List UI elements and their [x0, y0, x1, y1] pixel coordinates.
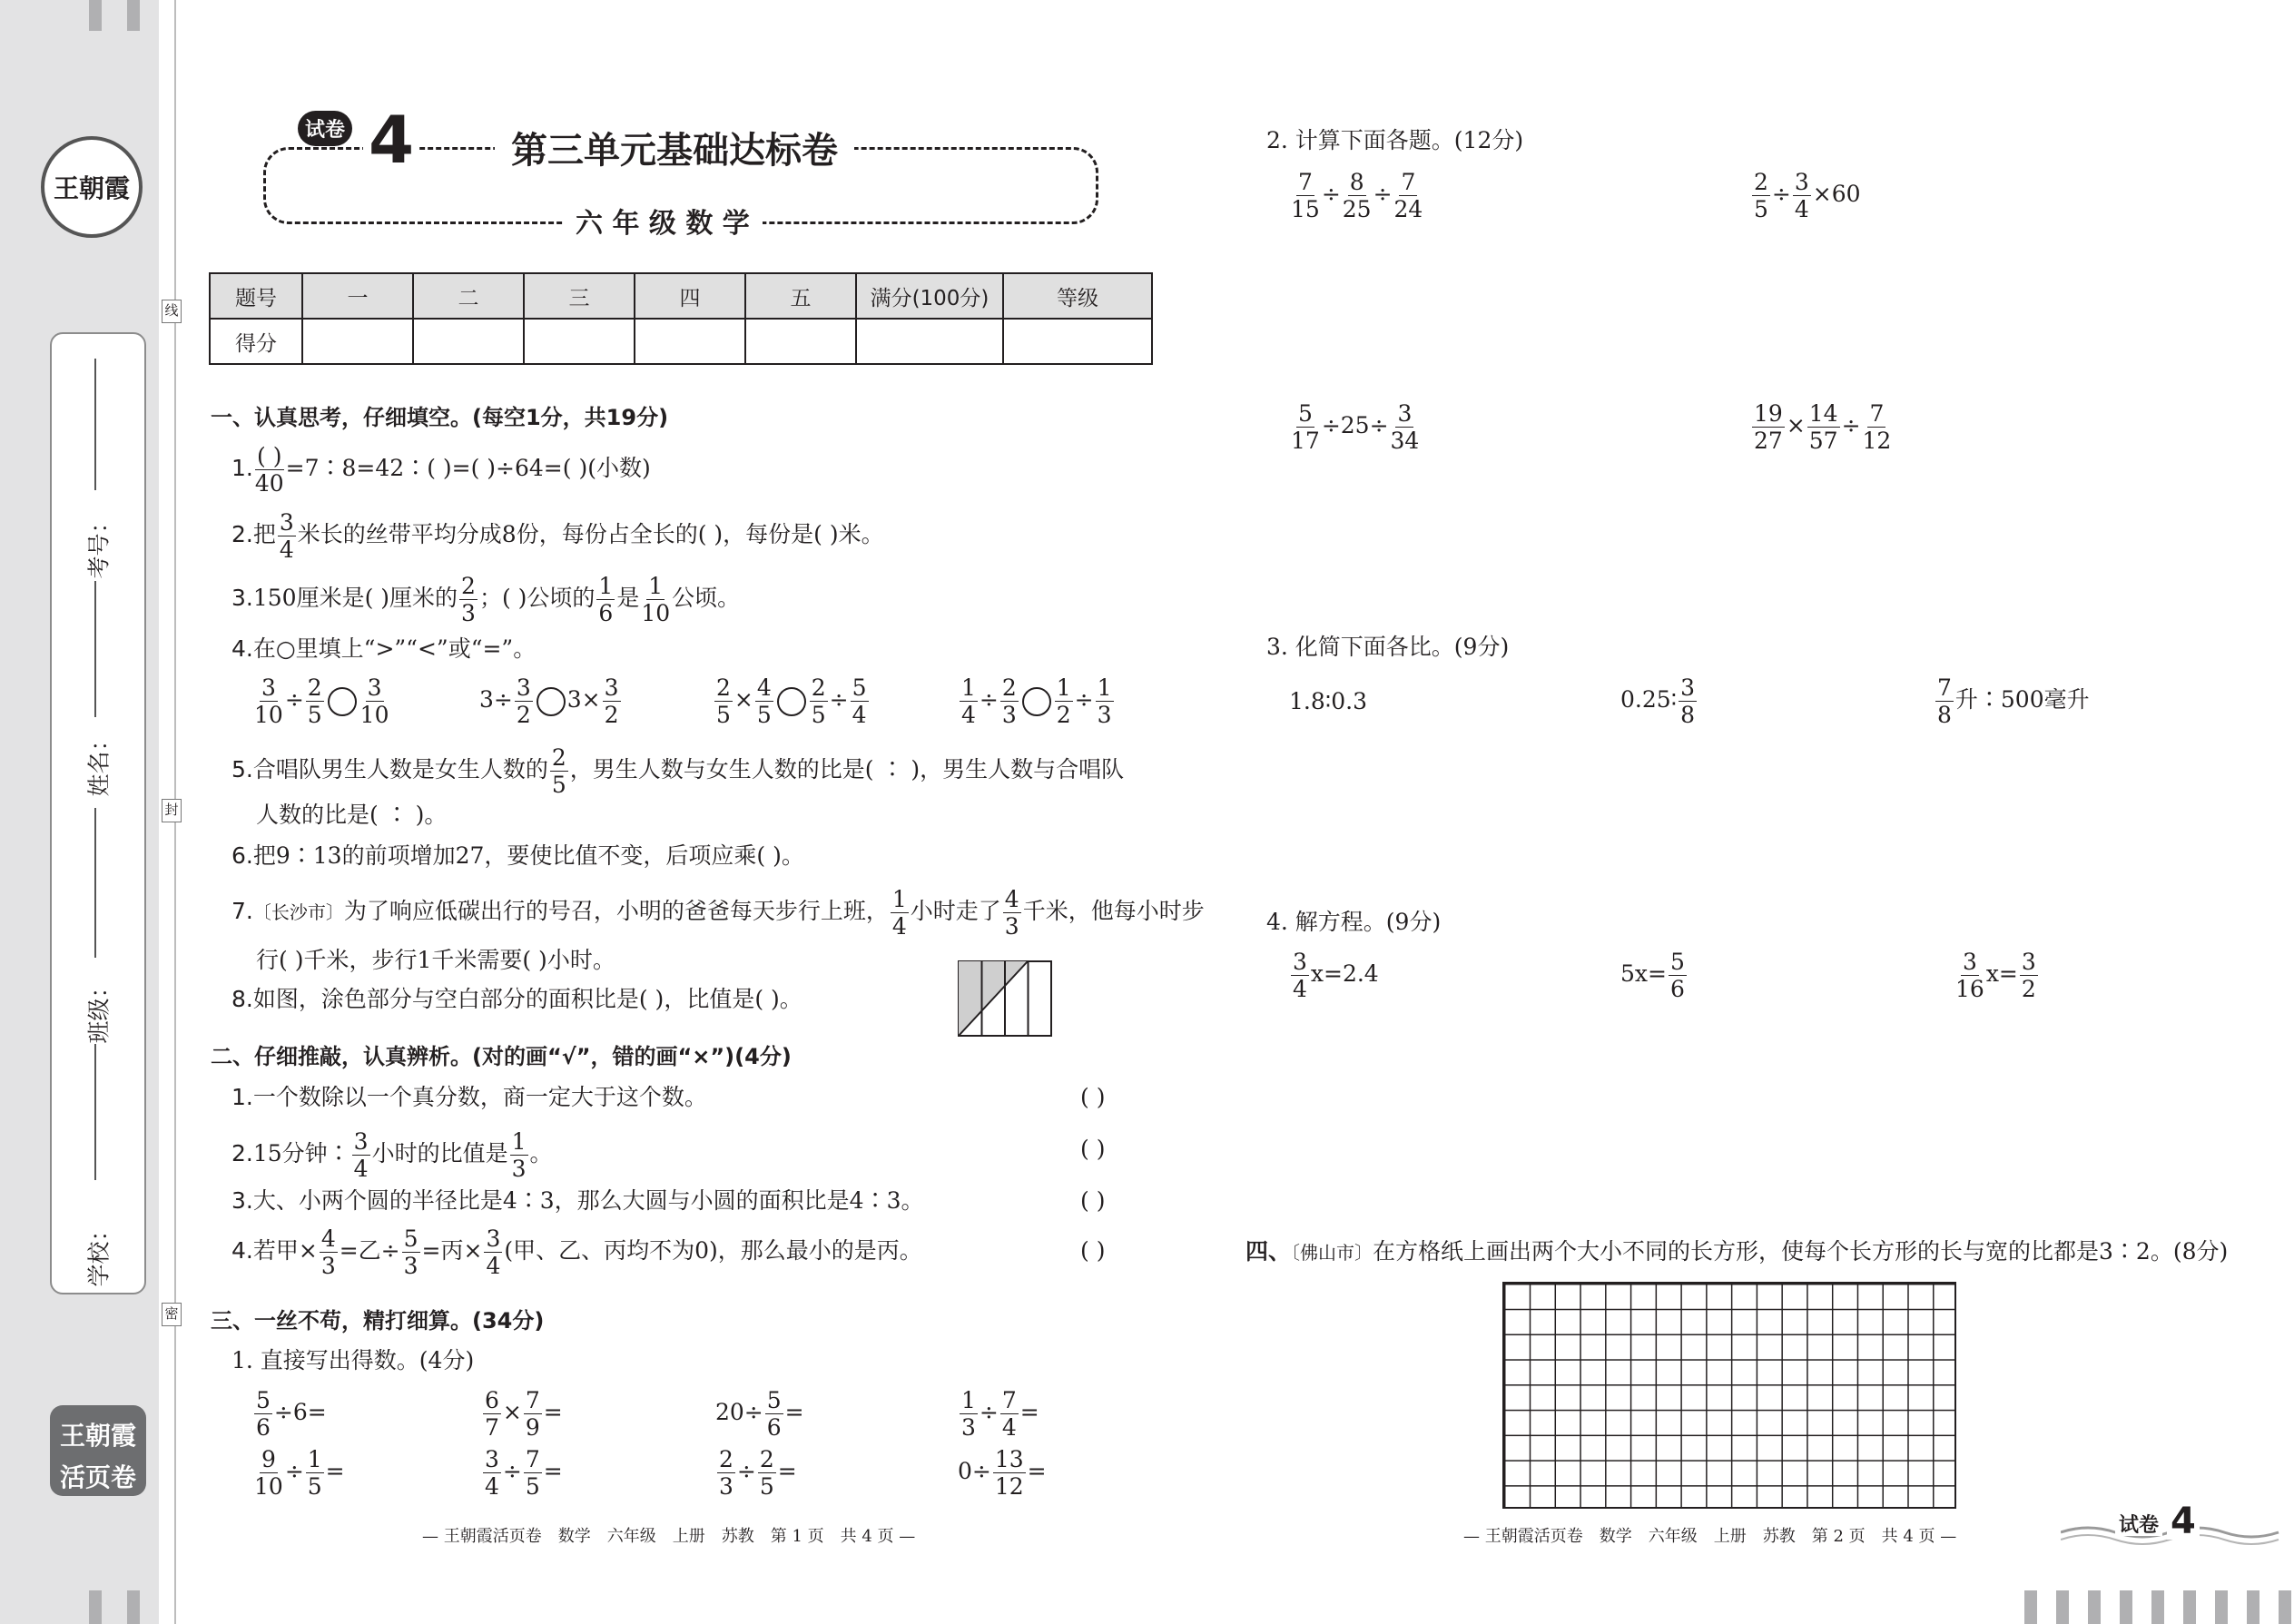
bottom-bar	[2120, 1590, 2132, 1624]
score-table-header: 满分(100分)	[856, 273, 1003, 319]
calc-item: $\frac{7}{15}$ ÷ $\frac{8}{25}$ ÷ $\frac{7}{24}$	[1291, 169, 1423, 222]
student-info-card	[50, 332, 146, 1294]
score-cell[interactable]	[856, 319, 1003, 364]
calc-item: $\frac{5}{17}$ ÷25÷ $\frac{3}{34}$	[1291, 400, 1420, 454]
calc-item: $\frac{2}{5}$ ÷ $\frac{3}{4}$ ×60	[1754, 169, 1861, 222]
compare-circle[interactable]	[1022, 687, 1051, 716]
score-table-header: 二	[413, 273, 524, 319]
oral-item: $\frac{3}{4}$ ÷ $\frac{7}{5}$ =	[485, 1446, 563, 1500]
s2-question-2: 2.15分钟∶ $\frac{3}{4}$ 小时的比值是 $\frac{1}{3}$ 。	[231, 1128, 553, 1182]
oral-item: $\frac{9}{10}$ ÷ $\frac{1}{5}$ =	[254, 1446, 345, 1500]
score-row-label: 得分	[210, 319, 302, 364]
oral-item: $\frac{1}{3}$ ÷ $\frac{7}{4}$ =	[961, 1387, 1039, 1441]
s1-question-6: 6.把9∶13的前项增加27，要使比值不变，后项应乘( )。	[231, 842, 804, 869]
answer-paren[interactable]: ( )	[1080, 1084, 1106, 1110]
grid-paper[interactable]	[1502, 1282, 1956, 1509]
compare-item: 3÷ $\frac{3}{2}$ 3× $\frac{3}{2}$	[479, 674, 619, 728]
s3-sub-1: 1. 直接写出得数。(4分)	[231, 1347, 475, 1373]
r-question-4-title: 4. 解方程。(9分)	[1266, 909, 1442, 935]
bottom-bar	[127, 1590, 140, 1624]
score-cell[interactable]	[635, 319, 745, 364]
bottom-bar	[2247, 1590, 2260, 1624]
score-table-header: 四	[635, 273, 745, 319]
page-subtitle: 六 年 级 数 学	[563, 211, 763, 238]
top-bar	[127, 0, 140, 31]
school-underline	[94, 1044, 96, 1180]
footer-left: — 王朝霞活页卷 数学 六年级 上册 苏教 第 1 页 共 4 页 —	[422, 1527, 916, 1546]
section-2-title: 二、仔细推敲，认真辨析。(对的画“√”，错的画“×”)(4分)	[211, 1044, 792, 1069]
ratio-item: 0.25∶ $\frac{3}{8}$	[1620, 674, 1696, 728]
oral-item: $\frac{6}{7}$ × $\frac{7}{9}$ =	[485, 1387, 563, 1441]
s2-question-4: 4.若甲× $\frac{4}{3}$ =乙÷ $\frac{5}{3}$ =丙× $\frac{3}{4}$ (甲、乙、丙均不为0)，那么最小的是丙。	[231, 1225, 922, 1279]
s1-question-7: 7.〔长沙市〕为了响应低碳出行的号召，小明的爸爸每天步行上班， $\frac{1}{4}$ 小时走了 $\frac{4}{3}$ 千米，他每小时步	[231, 886, 1205, 940]
section-3-title: 三、一丝不苟，精打细算。(34分)	[211, 1308, 545, 1334]
compare-circle[interactable]	[328, 687, 357, 716]
r-question-2-title: 2. 计算下面各题。(12分)	[1266, 127, 1524, 153]
school-label: 学校：	[85, 1218, 113, 1287]
score-table-header: 等级	[1003, 273, 1152, 319]
s1-question-7-cont: 行( )千米，步行1千米需要( )小时。	[256, 947, 615, 973]
page-title: 第三单元基础达标卷	[495, 133, 854, 169]
ratio-item: $\frac{7}{8}$ 升∶500毫升	[1937, 674, 2090, 728]
shaded-figure	[958, 960, 1052, 1037]
bottom-bar	[2151, 1590, 2164, 1624]
top-bar	[89, 0, 102, 31]
paper-number: 4	[363, 107, 419, 172]
s1-question-8: 8.如图，涂色部分与空白部分的面积比是( )，比值是( )。	[231, 986, 802, 1012]
exam-no-label: 考号：	[85, 510, 113, 579]
score-table	[209, 272, 1153, 365]
name-label: 姓名：	[85, 728, 113, 797]
bottom-bar	[2056, 1590, 2069, 1624]
section-1-title: 一、认真思考，仔细填空。(每空1分，共19分)	[211, 405, 669, 430]
score-table-header: 一	[302, 273, 413, 319]
s1-question-4: 4.在○里填上“>”“<”或“=”。	[231, 635, 537, 662]
bottom-bar	[2183, 1590, 2196, 1624]
answer-paren[interactable]: ( )	[1080, 1136, 1106, 1162]
s1-question-1: 1. $\frac{( )}{40}$ =7∶8=42∶( )=( )÷64=( )(小数)	[231, 443, 651, 497]
compare-item: $\frac{2}{5}$ × $\frac{4}{5}$ $\frac{2}{5}$ ÷ $\frac{5}{4}$	[716, 674, 867, 728]
score-table-header: 题号	[210, 273, 302, 319]
footer-badge-text: 试卷	[2115, 1516, 2162, 1536]
score-table-header: 三	[524, 273, 635, 319]
section-4-title: 四、〔佛山市〕在方格纸上画出两个大小不同的长方形，使每个长方形的长与宽的比都是3∶2。(8分)	[1245, 1238, 2229, 1265]
compare-item: $\frac{1}{4}$ ÷ $\frac{2}{3}$ $\frac{1}{2}$ ÷ $\frac{1}{3}$	[961, 674, 1112, 728]
class-underline	[94, 808, 96, 958]
footer-right: — 王朝霞活页卷 数学 六年级 上册 苏教 第 2 页 共 4 页 —	[1463, 1527, 1957, 1546]
footer-badge-number: 4	[2167, 1503, 2200, 1540]
paper-badge: 试卷	[298, 111, 352, 146]
oral-item: 20÷ $\frac{5}{6}$ =	[715, 1387, 804, 1441]
score-cell[interactable]	[413, 319, 524, 364]
r-question-3-title: 3. 化简下面各比。(9分)	[1266, 634, 1510, 660]
equation-item: $\frac{3}{16}$ x= $\frac{3}{2}$	[1955, 949, 2036, 1002]
name-underline	[94, 581, 96, 717]
score-cell[interactable]	[524, 319, 635, 364]
compare-item: $\frac{3}{10}$ ÷ $\frac{2}{5}$ $\frac{3}{10}$	[254, 674, 389, 728]
equation-item: $\frac{3}{4}$ x=2.4	[1293, 949, 1379, 1002]
oral-item: $\frac{2}{3}$ ÷ $\frac{2}{5}$ =	[719, 1446, 797, 1500]
bottom-bar	[2024, 1590, 2037, 1624]
oral-item: 0÷ $\frac{13}{12}$ =	[958, 1446, 1047, 1500]
s1-question-5: 5.合唱队男生人数是女生人数的 $\frac{2}{5}$ ，男生人数与女生人数的比是( ∶ )，男生人数与合唱队	[231, 744, 1125, 798]
s1-question-5-cont: 人数的比是( ∶ )。	[256, 802, 448, 828]
class-label: 班级：	[85, 975, 113, 1044]
compare-circle[interactable]	[777, 687, 806, 716]
bottom-bar	[89, 1590, 102, 1624]
answer-paren[interactable]: ( )	[1080, 1237, 1106, 1264]
exam-no-underline	[94, 359, 96, 490]
ratio-item: 1.8∶0.3	[1289, 688, 1368, 714]
cut-mark-secret: 密	[162, 1303, 182, 1326]
score-cell[interactable]	[745, 319, 856, 364]
equation-item: 5x= $\frac{5}{6}$	[1620, 949, 1685, 1002]
cut-mark-seal: 封	[162, 799, 182, 822]
brand-logo: 王朝霞	[41, 136, 143, 238]
score-table-header: 五	[745, 273, 856, 319]
bottom-bar	[2279, 1590, 2291, 1624]
answer-paren[interactable]: ( )	[1080, 1187, 1106, 1214]
bottom-bar	[2215, 1590, 2228, 1624]
compare-circle[interactable]	[537, 687, 566, 716]
bottom-brand: 王朝霞 活页卷	[50, 1405, 146, 1496]
oral-item: $\frac{5}{6}$ ÷6=	[256, 1387, 327, 1441]
cut-mark-line: 线	[162, 300, 182, 323]
score-cell[interactable]	[1003, 319, 1152, 364]
score-cell[interactable]	[302, 319, 413, 364]
s2-question-3: 3.大、小两个圆的半径比是4∶3，那么大圆与小圆的面积比是4∶3。	[231, 1187, 924, 1214]
s2-question-1: 1.一个数除以一个真分数，商一定大于这个数。	[231, 1084, 707, 1110]
s1-question-3: 3.150厘米是( )厘米的 $\frac{2}{3}$ ；( )公顷的 $\frac{1}{6}$ 是 $\frac{1}{10}$ 公顷。	[231, 573, 741, 626]
bottom-bar	[2088, 1590, 2101, 1624]
calc-item: $\frac{19}{27}$ × $\frac{14}{57}$ ÷ $\frac{7}{12}$	[1754, 400, 1892, 454]
s1-question-2: 2.把 $\frac{3}{4}$ 米长的丝带平均分成8份，每份占全长的( )，每份是( )米。	[231, 509, 884, 563]
